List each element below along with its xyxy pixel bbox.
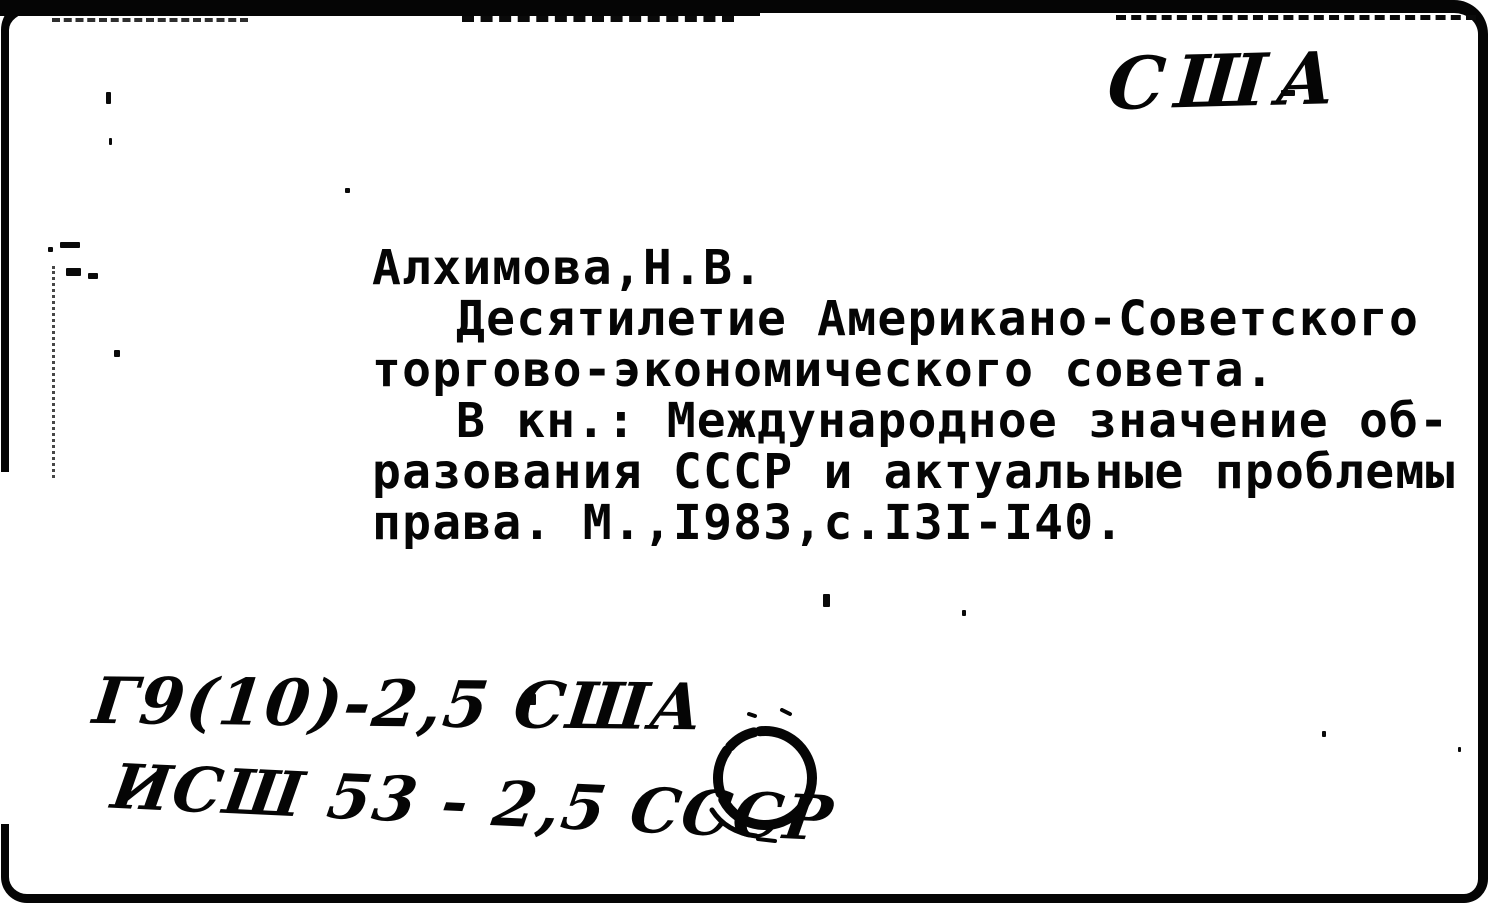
scan-speck <box>823 594 830 607</box>
source-line-1: В кн.: Международное значение об- <box>456 393 1450 449</box>
typed-entry <box>372 240 1456 551</box>
card-edge-remnant-vertical <box>52 266 55 478</box>
region-label-handwritten: США <box>1104 34 1349 127</box>
scan-speck <box>114 350 120 357</box>
source-line-3: права. М.,I983,с.I3I-I40. <box>372 495 1125 551</box>
call-number-1: Г9(10)-2,5 США <box>89 664 709 746</box>
card-edge-remnant-center <box>462 16 734 22</box>
scan-speck <box>962 610 966 616</box>
title-line-2: торгово-экономического совета. <box>372 342 1275 398</box>
scan-speck <box>345 188 350 193</box>
card-edge-remnant-left <box>52 18 248 22</box>
source-line-2: разования СССР и актуальные проблемы <box>372 444 1456 500</box>
title-line-1: Десятилетие Американо-Советского <box>456 291 1420 347</box>
card-edge-remnant-right <box>1116 15 1476 20</box>
scan-speck <box>48 247 53 252</box>
ink-circle-stamp-icon <box>698 708 838 853</box>
scan-speck <box>66 268 81 276</box>
scan-speck <box>109 138 112 145</box>
left-edge-fade <box>0 472 13 824</box>
scan-speck <box>60 242 80 248</box>
scan-speck <box>1458 747 1461 752</box>
scan-speck <box>88 273 98 279</box>
author-line: Алхимова,Н.В. <box>372 240 764 296</box>
scan-top-edge <box>0 0 760 16</box>
scan-speck <box>106 92 111 104</box>
scan-speck <box>1322 731 1326 737</box>
call-number-2: ИСШ 53 - 2,5 СССР <box>107 750 839 856</box>
